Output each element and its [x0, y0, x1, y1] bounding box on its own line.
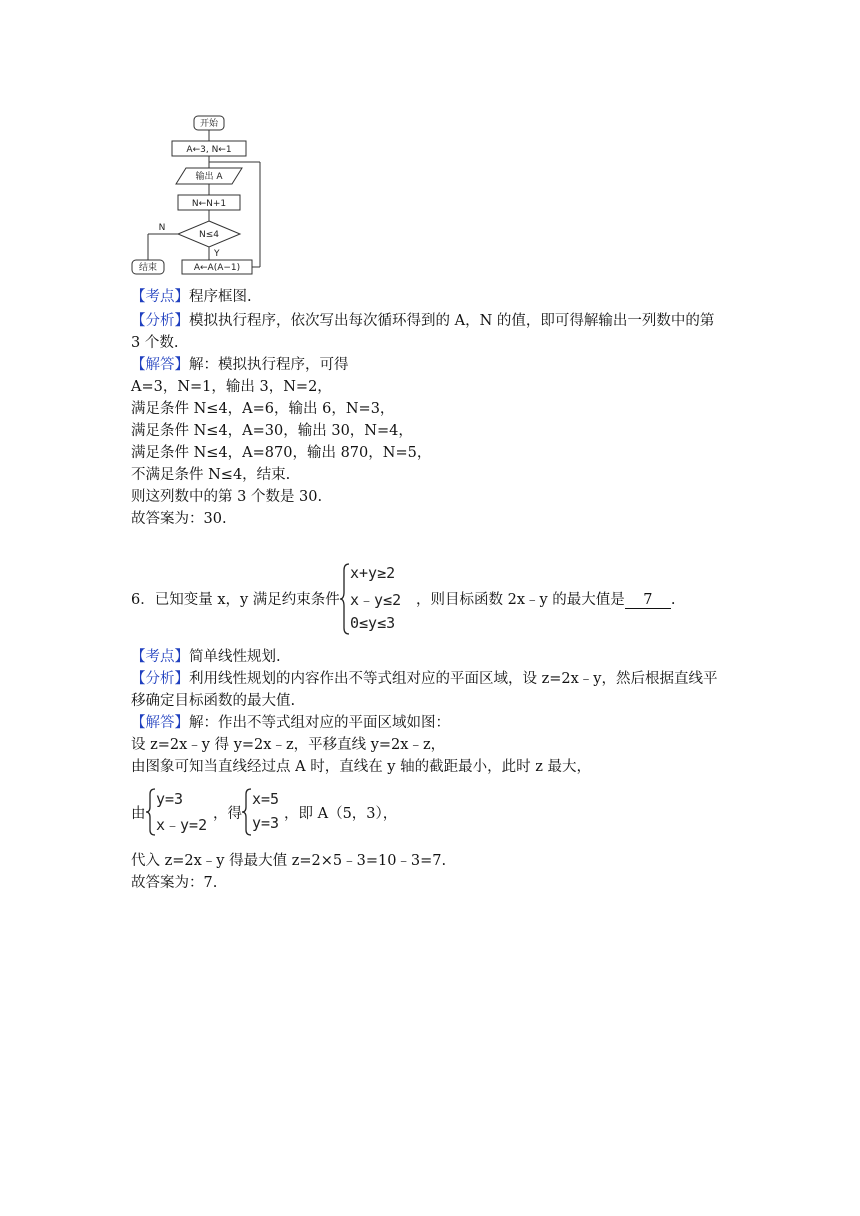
- q6-prefix: 6．已知变量 x，y 满足约束条件: [131, 592, 340, 608]
- flowchart-no-label: N: [158, 223, 166, 233]
- flowchart-output-text: 输出 A: [195, 172, 223, 182]
- q5-step: 不满足条件 N≤4，结束.: [131, 467, 291, 483]
- q6-constraint-2: x﹣y≤2: [350, 591, 402, 609]
- flowchart-condition-text: N≤4: [199, 230, 219, 240]
- q6-constraint-3: 0≤y≤3: [350, 614, 396, 632]
- q6-jieda-text: 解：作出不等式组对应的平面区域如图：: [189, 715, 450, 731]
- flowchart-increment-text: N←N+1: [191, 199, 227, 209]
- q6-fenxi-text1: 利用线性规划的内容作出不等式组对应的平面区域，设 z=2x﹣y，然后根据直线平: [189, 671, 718, 687]
- q6-jieda-line: [131, 713, 450, 733]
- program-flowchart: [128, 110, 268, 275]
- q6-line1: 设 z=2x﹣y 得 y=2x﹣z，平移直线 y=2x﹣z，: [131, 737, 446, 753]
- left-brace-icon: [340, 562, 350, 636]
- flowchart-yes-label: Y: [214, 249, 220, 259]
- q6-constraint-1: x+y≥2: [350, 564, 396, 582]
- q6-de: ，得: [213, 806, 242, 822]
- q6-system2-eq1: x=5: [252, 790, 280, 808]
- q6-system1-eq1: y=3: [156, 790, 184, 808]
- q5-kaodian-line: [131, 287, 252, 307]
- q5-step: A=3，N=1，输出 3，N=2，: [131, 379, 332, 395]
- q5-jieda-text: 解：模拟执行程序，可得: [189, 357, 349, 373]
- q6-kaodian-tag: 【考点】: [131, 649, 189, 665]
- q5-fenxi-line1: [131, 311, 714, 331]
- q6-line2: 由图象可知当直线经过点 A 时，直线在 y 轴的截距最小，此时 z 最大，: [131, 759, 591, 775]
- q6-answer-blank: 7: [625, 592, 671, 609]
- flowchart-update-text: A←A(A−1): [193, 263, 241, 273]
- q5-step: 则这列数中的第 3 个数是 30.: [131, 489, 323, 505]
- q6-point-text: ，即 A（5，3），: [284, 806, 398, 822]
- q5-jieda-line: [131, 355, 349, 375]
- q6-answer-line: 故答案为：7.: [131, 875, 218, 891]
- q5-step: 满足条件 N≤4，A=870，输出 870，N=5，: [131, 445, 432, 461]
- q6-kaodian-text: 简单线性规划.: [189, 649, 281, 665]
- q6-jieda-tag: 【解答】: [131, 715, 189, 731]
- flowchart-start-text: 开始: [199, 119, 219, 129]
- left-brace-icon: [146, 787, 156, 837]
- q6-fenxi-tag: 【分析】: [131, 671, 189, 687]
- q5-fenxi-tag: 【分析】: [131, 313, 189, 329]
- q5-fenxi-line2: 3 个数.: [131, 335, 179, 351]
- q6-system1: [146, 787, 216, 837]
- left-brace-icon: [242, 787, 252, 837]
- q6-fenxi-line2: 移确定目标函数的最大值.: [131, 693, 296, 709]
- q5-kaodian-tag: 【考点】: [131, 289, 189, 305]
- q5-jieda-tag: 【解答】: [131, 357, 189, 373]
- q6-fenxi-line1: [131, 669, 718, 689]
- q5-answer-line: 故答案为：30.: [131, 511, 227, 527]
- q6-by-prefix: 由: [131, 806, 146, 822]
- q5-kaodian-text: 程序框图.: [189, 289, 252, 305]
- q6-suffix-after: .: [670, 592, 676, 608]
- q5-fenxi-text1: 模拟执行程序，依次写出每次循环得到的 A，N 的值，即可得解输出一列数中的第: [189, 313, 715, 329]
- q6-system1-eq2: x﹣y=2: [156, 816, 208, 834]
- q6-suffix-before: ，则目标函数 2x﹣y 的最大值是: [416, 592, 625, 608]
- q6-question-tail: [416, 590, 675, 610]
- q5-step: 满足条件 N≤4，A=30，输出 30，N=4，: [131, 423, 413, 439]
- q6-line3: 代入 z=2x﹣y 得最大值 z=2×5﹣3=10﹣3=7.: [131, 853, 447, 869]
- q6-constraint-system: [340, 562, 420, 636]
- flowchart-end-text: 结束: [138, 263, 158, 273]
- q5-step: 满足条件 N≤4，A=6，输出 6，N=3，: [131, 401, 395, 417]
- q6-kaodian-line: [131, 647, 281, 667]
- q6-system2-eq2: y=3: [252, 814, 280, 832]
- flowchart-init-text: A←3, N←1: [186, 145, 232, 155]
